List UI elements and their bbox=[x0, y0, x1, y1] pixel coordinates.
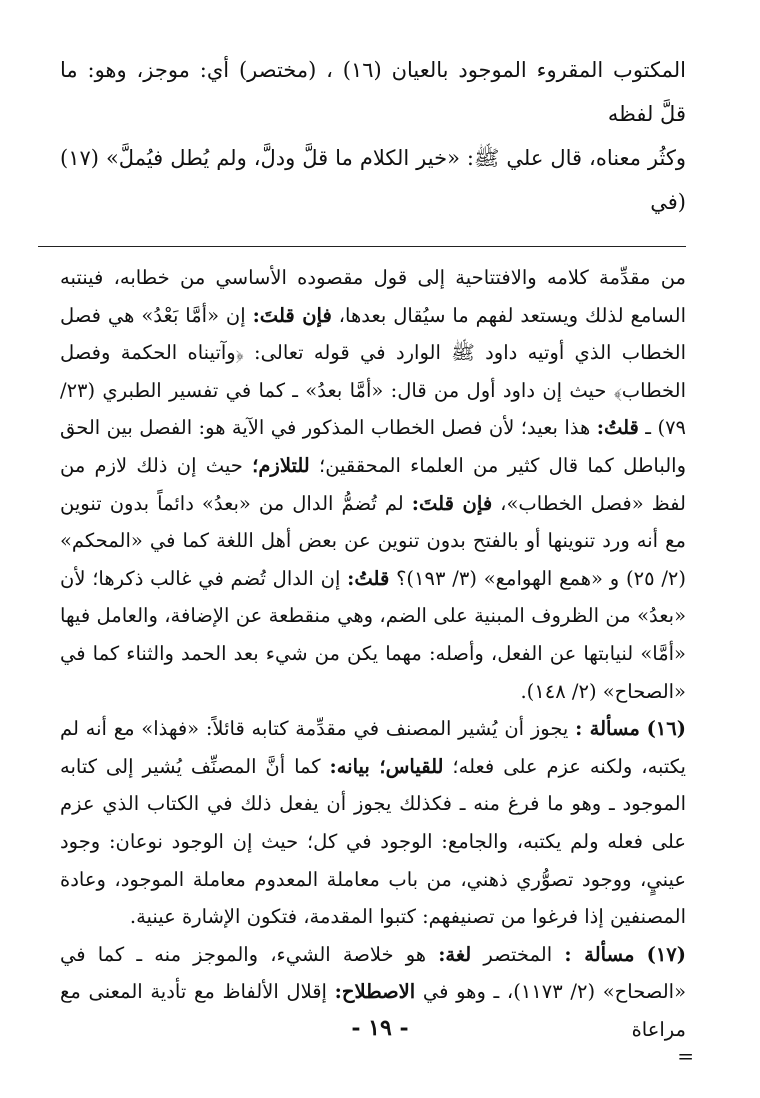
footnote-17-text-2: هو خلاصة الشيء، والموجز منه ـ كما في «الصحاح» (٢/ ١١٧٣)، ـ وهو في bbox=[60, 942, 686, 1004]
continuation-text-3: هذا بعيد؛ لأن فصل الخطاب المذكور في الآية هو: الفصل بين الحق والباطل كما قال كثير من العلماء المحققين؛ bbox=[60, 416, 686, 477]
continuation-text-6: إن الدال تُضم في غالب ذكرها؛ لأن «بعدُ» من الظروف المبنية على الضم، وهي منقطعة عن الإضافة، والعامل فيها «أمَّا» لنيابتها عن الفعل، وأصله: مهما يكن من شيء بعد الحمد والثناء كما في «الصحاح» (٢/ ١٤٨). bbox=[60, 566, 686, 703]
term-i-say-2: قلتُ: bbox=[347, 566, 390, 590]
footnote-continuation bbox=[60, 259, 686, 710]
footnote-16-number: (١٦) bbox=[646, 717, 686, 741]
term-correlation: للتلازم؛ bbox=[252, 453, 310, 477]
term-if-you-say-2: فإن قلتَ: bbox=[411, 491, 493, 515]
main-text-line-1: المكتوب المقروء الموجود بالعيان (١٦) ، (مختصر) أي: موجز، وهو: ما قلَّ لفظه bbox=[60, 58, 686, 126]
main-text bbox=[60, 48, 686, 224]
footnote-16-label: مسألة : bbox=[575, 717, 640, 741]
continuation-text-1: من مقدِّمة كلامه والافتتاحية إلى قول مقصوده الأساسي من خطابه، فينتبه السامع لذلك ويستعد لفهم ما سيُقال بعدها، bbox=[60, 266, 686, 327]
footnote-17-number: (١٧) bbox=[646, 942, 687, 966]
footnote-17-text-1: المختصر bbox=[471, 942, 565, 966]
term-linguistic: لغة: bbox=[438, 942, 472, 966]
footnote-separator bbox=[38, 246, 686, 247]
footnote-16-text-2: كما أنَّ المصنِّف يُشير إلى كتابه الموجود ـ وهو ما فرغ منه ـ فكذلك يجوز أن يفعل ذلك في الكتاب الذي عزم على فعله ولم يكتبه، والجامع: الوجود في كل؛ حيث إن الوجود نوعان: وجود عينيٍ، ووجود تصوُّري ذهني، من باب معاملة المعدوم معاملة الموجود، وعادة المصنفين إذا فرغوا من تصنيفهم: كتبوا المقدمة، فتكون الإشارة عينية. bbox=[60, 754, 686, 929]
term-technical: الاصطلاح: bbox=[334, 980, 416, 1004]
main-text-line-2: وكثُر معناه، قال علي ﷺ: «خير الكلام ما قلَّ ودلَّ، ولم يُطل فيُملَّ» (١٧) (في bbox=[60, 146, 686, 214]
term-if-you-say-1: فإن قلتَ: bbox=[252, 303, 332, 327]
page-number: - ١٩ - bbox=[351, 1015, 409, 1041]
continuation-text-5: لم تُضمُّ الدال من «بعدُ» دائماً بدون تنوين مع أنه ورد تنوينها أو بالفتح بدون تنوين عن بعض أهل اللغة كما في «المحكم» (٢/ ٢٥) و «همع الهوامع» (٣/ ١٩٣)؟ bbox=[60, 491, 687, 590]
continuation-text-4: حيث إن ذلك لازم من لفظ «فصل الخطاب»، bbox=[60, 453, 686, 515]
footnote-16 bbox=[60, 710, 686, 936]
footnote-17-label: مسألة : bbox=[564, 942, 635, 966]
footnote-16-text-1: يجوز أن يُشير المصنف في مقدِّمة كتابه قائلاً: «فهذا» مع أنه لم يكتبه، ولكنه عزم على فعله؛ bbox=[60, 717, 686, 778]
continuation-mark: = bbox=[677, 1044, 694, 1069]
footnote-17-text-3: إقلال الألفاظ مع تأدية المعنى مع مراعاة bbox=[60, 980, 686, 1041]
continuation-text-2: إن «أمَّا بَعْدُ» هي فصل الخطاب الذي أوتيه داود ﷺ الوارد في قوله تعالى: ﴿وآتيناه الحكمة وفصل الخطاب﴾ حيث إن داود أول من قال: «أمَّا بعدُ» ـ كما في تفسير الطبري (٢٣/ ٧٩) ـ bbox=[60, 303, 687, 440]
term-i-say-1: قلتُ: bbox=[596, 416, 639, 440]
footnotes bbox=[60, 259, 694, 1069]
term-analogy: للقياس؛ بيانه: bbox=[329, 754, 444, 778]
